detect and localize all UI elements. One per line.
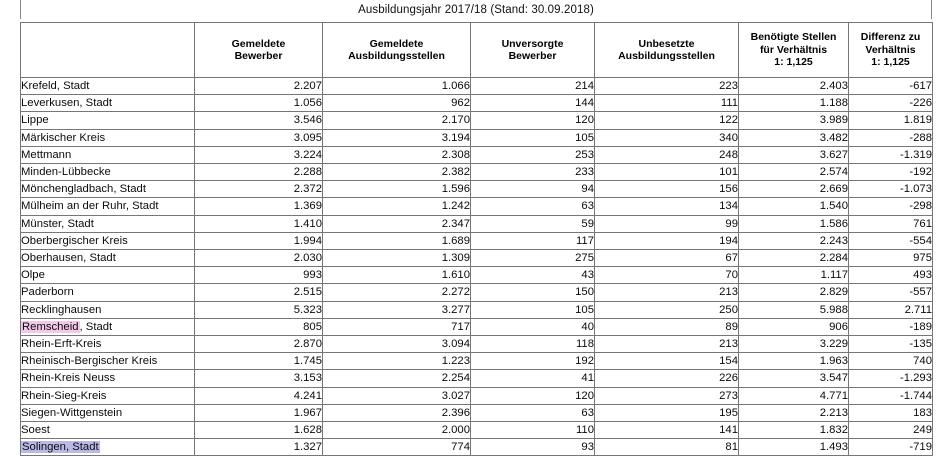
cell-unversorgte_bewerber: 253: [471, 146, 595, 163]
cell-gemeldete_ausbildungsstellen: 1.596: [323, 181, 471, 198]
cell-unbesetzte_ausbildungsstellen: 81: [595, 439, 739, 456]
cell-gemeldete_bewerber: 2.372: [195, 181, 323, 198]
cell-differenz: 761: [849, 215, 933, 232]
region-name-cell: [21, 370, 195, 387]
table-row[interactable]: [21, 404, 933, 421]
cell-gemeldete_ausbildungsstellen: 2.347: [323, 215, 471, 232]
cell-differenz: -719: [849, 439, 933, 456]
column-header-line-2: Bewerber: [234, 50, 283, 62]
cell-unversorgte_bewerber: 94: [471, 181, 595, 198]
cell-gemeldete_bewerber: 3.095: [195, 129, 323, 146]
cell-gemeldete_ausbildungsstellen: 1.309: [323, 250, 471, 267]
region-name-cell: [21, 78, 195, 95]
table-row[interactable]: [21, 146, 933, 163]
column-header-line-1: Gemeldete: [231, 37, 286, 50]
cell-gemeldete_bewerber: 1.056: [195, 95, 323, 112]
table-row[interactable]: [21, 336, 933, 353]
table-row[interactable]: [21, 387, 933, 404]
cell-gemeldete_ausbildungsstellen: 2.272: [323, 284, 471, 301]
column-header-unbesetzte-ausbildungsstellen: [595, 23, 739, 78]
cell-differenz: 249: [849, 422, 933, 439]
cell-gemeldete_ausbildungsstellen: 2.254: [323, 370, 471, 387]
cell-gemeldete_bewerber: 1.327: [195, 439, 323, 456]
region-name-cell: [21, 181, 195, 198]
cell-unversorgte_bewerber: 43: [471, 267, 595, 284]
region-name-highlight: Remscheid: [22, 320, 79, 333]
cell-benoetigte_stellen: 2.243: [739, 232, 849, 249]
cell-differenz: -617: [849, 78, 933, 95]
cell-differenz: -1.744: [849, 387, 933, 404]
header-row: [21, 23, 933, 78]
cell-differenz: -189: [849, 318, 933, 335]
cell-gemeldete_ausbildungsstellen: 774: [323, 439, 471, 456]
cell-benoetigte_stellen: 2.284: [739, 250, 849, 267]
cell-unversorgte_bewerber: 63: [471, 198, 595, 215]
region-name-cell: [21, 112, 195, 129]
column-header-line-1: Differenz zu: [860, 31, 921, 44]
region-name-cell: [21, 267, 195, 284]
column-header-line-2: Bewerber: [508, 50, 557, 62]
column-header-line-2: Ausbildungsstellen: [618, 50, 715, 62]
region-name-cell: [21, 215, 195, 232]
cell-unbesetzte_ausbildungsstellen: 213: [595, 336, 739, 353]
cell-differenz: -298: [849, 198, 933, 215]
table-row[interactable]: [21, 78, 933, 95]
cell-gemeldete_ausbildungsstellen: 962: [323, 95, 471, 112]
cell-gemeldete_ausbildungsstellen: 3.277: [323, 301, 471, 318]
column-header-line-2: Verhältnis: [865, 43, 916, 56]
table-row[interactable]: [21, 267, 933, 284]
column-header-line-3: 1: 1,125: [774, 56, 813, 69]
cell-unversorgte_bewerber: 63: [471, 404, 595, 421]
column-header-line-1: Unversorgte: [501, 37, 564, 50]
cell-benoetigte_stellen: 2.574: [739, 164, 849, 181]
cell-unbesetzte_ausbildungsstellen: 101: [595, 164, 739, 181]
region-name-label: Olpe: [21, 269, 45, 282]
region-name-cell: [21, 387, 195, 404]
cell-differenz: -1.319: [849, 146, 933, 163]
region-name-label: Minden-Lübbecke: [21, 166, 111, 179]
cell-differenz: -135: [849, 336, 933, 353]
table-row[interactable]: [21, 422, 933, 439]
cell-benoetigte_stellen: 1.963: [739, 353, 849, 370]
cell-gemeldete_ausbildungsstellen: 1.689: [323, 232, 471, 249]
cell-gemeldete_ausbildungsstellen: 1.610: [323, 267, 471, 284]
region-name-cell: [21, 129, 195, 146]
column-header-line-3: 1: 1,125: [871, 56, 910, 69]
cell-differenz: -554: [849, 232, 933, 249]
region-name-label: Oberhausen, Stadt: [21, 252, 116, 265]
cell-benoetigte_stellen: 3.547: [739, 370, 849, 387]
cell-differenz: 493: [849, 267, 933, 284]
cell-unversorgte_bewerber: 233: [471, 164, 595, 181]
table-row[interactable]: [21, 95, 933, 112]
cell-gemeldete_ausbildungsstellen: 2.308: [323, 146, 471, 163]
region-name-label: Soest: [21, 424, 50, 437]
cell-unversorgte_bewerber: 118: [471, 336, 595, 353]
page-title: Ausbildungsjahr 2017/18 (Stand: 30.09.2018): [358, 3, 594, 16]
cell-unversorgte_bewerber: 41: [471, 370, 595, 387]
cell-benoetigte_stellen: 1.493: [739, 439, 849, 456]
table-row[interactable]: [21, 112, 933, 129]
cell-gemeldete_ausbildungsstellen: 1.242: [323, 198, 471, 215]
cell-benoetigte_stellen: 2.213: [739, 404, 849, 421]
cell-gemeldete_bewerber: 3.153: [195, 370, 323, 387]
cell-gemeldete_bewerber: 2.207: [195, 78, 323, 95]
table-row[interactable]: [21, 215, 933, 232]
cell-gemeldete_ausbildungsstellen: 2.000: [323, 422, 471, 439]
region-name-label: Leverkusen, Stadt: [21, 97, 113, 110]
region-name-label: Mülheim an der Ruhr, Stadt: [21, 200, 159, 213]
cell-unversorgte_bewerber: 110: [471, 422, 595, 439]
cell-unbesetzte_ausbildungsstellen: 213: [595, 284, 739, 301]
cell-unversorgte_bewerber: 59: [471, 215, 595, 232]
region-name-cell: [21, 198, 195, 215]
cell-unbesetzte_ausbildungsstellen: 89: [595, 318, 739, 335]
cell-gemeldete_bewerber: 1.745: [195, 353, 323, 370]
table-row[interactable]: [21, 250, 933, 267]
region-name-cell: [21, 439, 195, 456]
cell-gemeldete_ausbildungsstellen: 1.223: [323, 353, 471, 370]
table-row[interactable]: [21, 164, 933, 181]
cell-gemeldete_bewerber: 1.369: [195, 198, 323, 215]
cell-unbesetzte_ausbildungsstellen: 226: [595, 370, 739, 387]
cell-gemeldete_ausbildungsstellen: 3.094: [323, 336, 471, 353]
column-header-differenz: [849, 23, 933, 78]
table-row[interactable]: [21, 439, 933, 456]
cell-unversorgte_bewerber: 105: [471, 301, 595, 318]
region-name-cell: [21, 250, 195, 267]
cell-benoetigte_stellen: 1.117: [739, 267, 849, 284]
table-row[interactable]: [21, 301, 933, 318]
cell-benoetigte_stellen: 5.988: [739, 301, 849, 318]
table-row[interactable]: [21, 181, 933, 198]
cell-gemeldete_bewerber: 1.967: [195, 404, 323, 421]
cell-gemeldete_bewerber: 2.515: [195, 284, 323, 301]
cell-gemeldete_bewerber: 3.224: [195, 146, 323, 163]
table-row[interactable]: [21, 284, 933, 301]
cell-unversorgte_bewerber: 275: [471, 250, 595, 267]
region-name-label: Münster, Stadt: [21, 217, 94, 230]
cell-gemeldete_ausbildungsstellen: 2.170: [323, 112, 471, 129]
cell-benoetigte_stellen: 3.627: [739, 146, 849, 163]
region-name-label: Oberbergischer Kreis: [21, 234, 128, 247]
table-row[interactable]: [21, 353, 933, 370]
cell-gemeldete_ausbildungsstellen: 2.396: [323, 404, 471, 421]
region-name-label: Krefeld, Stadt: [21, 80, 90, 92]
region-name-cell: [21, 164, 195, 181]
region-name-label: Lippe: [21, 114, 49, 127]
cell-unversorgte_bewerber: 40: [471, 318, 595, 335]
table-row[interactable]: [21, 318, 933, 335]
cell-gemeldete_bewerber: 5.323: [195, 301, 323, 318]
table-row[interactable]: [21, 232, 933, 249]
table-title-band: [20, 0, 932, 19]
column-header-unversorgte-bewerber: [471, 23, 595, 78]
cell-gemeldete_bewerber: 1.410: [195, 215, 323, 232]
region-name-label: Rhein-Erft-Kreis: [21, 338, 102, 351]
cell-gemeldete_bewerber: 2.870: [195, 336, 323, 353]
cell-benoetigte_stellen: 1.540: [739, 198, 849, 215]
cell-unversorgte_bewerber: 105: [471, 129, 595, 146]
cell-unversorgte_bewerber: 120: [471, 387, 595, 404]
cell-gemeldete_ausbildungsstellen: 3.194: [323, 129, 471, 146]
cell-unversorgte_bewerber: 117: [471, 232, 595, 249]
table-row[interactable]: [21, 370, 933, 387]
region-name-label: Rhein-Sieg-Kreis: [21, 389, 107, 402]
cell-differenz: -192: [849, 164, 933, 181]
region-name-label: Rheinisch-Bergischer Kreis: [21, 355, 158, 368]
cell-gemeldete_bewerber: 2.030: [195, 250, 323, 267]
table-header: [21, 23, 933, 78]
cell-gemeldete_bewerber: 4.241: [195, 387, 323, 404]
cell-gemeldete_ausbildungsstellen: 2.382: [323, 164, 471, 181]
region-name-cell: [21, 232, 195, 249]
cell-benoetigte_stellen: 1.188: [739, 95, 849, 112]
cell-gemeldete_bewerber: 993: [195, 267, 323, 284]
cell-benoetigte_stellen: 1.586: [739, 215, 849, 232]
column-header-gemeldete-ausbildungsstellen: [323, 23, 471, 78]
cell-unversorgte_bewerber: 120: [471, 112, 595, 129]
cell-benoetigte_stellen: 3.482: [739, 129, 849, 146]
cell-unversorgte_bewerber: 93: [471, 439, 595, 456]
column-header-gemeldete-bewerber: [195, 23, 323, 78]
cell-differenz: 2.711: [849, 301, 933, 318]
region-name-cell: [21, 301, 195, 318]
cell-differenz: -288: [849, 129, 933, 146]
cell-differenz: -1.073: [849, 181, 933, 198]
region-name-label: Märkischer Kreis: [21, 131, 106, 144]
cell-differenz: -226: [849, 95, 933, 112]
column-header-line-2: für Verhältnis: [759, 43, 828, 56]
cell-unbesetzte_ausbildungsstellen: 111: [595, 95, 739, 112]
region-name-cell: [21, 146, 195, 163]
table-row[interactable]: [21, 198, 933, 215]
column-header-benoetigte-stellen: [739, 23, 849, 78]
cell-unbesetzte_ausbildungsstellen: 248: [595, 146, 739, 163]
region-name-label: Mönchengladbach, Stadt: [21, 183, 146, 196]
column-header-line-1: Gemeldete: [369, 37, 424, 50]
cell-benoetigte_stellen: 2.669: [739, 181, 849, 198]
cell-unbesetzte_ausbildungsstellen: 340: [595, 129, 739, 146]
column-header-line-1: Benötigte Stellen: [750, 31, 837, 44]
cell-unbesetzte_ausbildungsstellen: 70: [595, 267, 739, 284]
cell-unbesetzte_ausbildungsstellen: 156: [595, 181, 739, 198]
cell-unbesetzte_ausbildungsstellen: 223: [595, 78, 739, 95]
column-header-line-1: Unbesetzte: [638, 37, 695, 50]
cell-gemeldete_bewerber: 3.546: [195, 112, 323, 129]
region-name-label: Recklinghausen: [21, 303, 102, 316]
region-name-cell: [21, 422, 195, 439]
region-name-highlight: Solingen, Stadt: [22, 441, 99, 454]
cell-unbesetzte_ausbildungsstellen: 99: [595, 215, 739, 232]
cell-gemeldete_ausbildungsstellen: 717: [323, 318, 471, 335]
cell-unbesetzte_ausbildungsstellen: 195: [595, 404, 739, 421]
region-name-label: Mettmann: [21, 148, 72, 161]
cell-gemeldete_ausbildungsstellen: 1.066: [323, 78, 471, 95]
cell-unbesetzte_ausbildungsstellen: 250: [595, 301, 739, 318]
cell-differenz: 740: [849, 353, 933, 370]
cell-unbesetzte_ausbildungsstellen: 134: [595, 198, 739, 215]
region-name-label: Rhein-Kreis Neuss: [21, 372, 116, 385]
cell-differenz: 183: [849, 404, 933, 421]
cell-unbesetzte_ausbildungsstellen: 154: [595, 353, 739, 370]
cell-unbesetzte_ausbildungsstellen: 194: [595, 232, 739, 249]
region-name-cell: [21, 318, 195, 335]
cell-unbesetzte_ausbildungsstellen: 67: [595, 250, 739, 267]
cell-benoetigte_stellen: 3.989: [739, 112, 849, 129]
region-name-cell: [21, 353, 195, 370]
table-body: [21, 78, 933, 456]
region-name-cell: [21, 95, 195, 112]
cell-gemeldete_bewerber: 1.628: [195, 422, 323, 439]
cell-benoetigte_stellen: 4.771: [739, 387, 849, 404]
cell-unversorgte_bewerber: 192: [471, 353, 595, 370]
cell-gemeldete_bewerber: 1.994: [195, 232, 323, 249]
cell-gemeldete_bewerber: 2.288: [195, 164, 323, 181]
cell-benoetigte_stellen: 906: [739, 318, 849, 335]
cell-differenz: 975: [849, 250, 933, 267]
cell-unbesetzte_ausbildungsstellen: 273: [595, 387, 739, 404]
cell-differenz: -1.293: [849, 370, 933, 387]
region-name-cell: [21, 336, 195, 353]
cell-unversorgte_bewerber: 214: [471, 78, 595, 95]
region-name-rest: , Stadt: [79, 320, 113, 333]
cell-unbesetzte_ausbildungsstellen: 141: [595, 422, 739, 439]
region-name-cell: [21, 284, 195, 301]
cell-unversorgte_bewerber: 144: [471, 95, 595, 112]
column-header-region: [21, 23, 195, 78]
cell-benoetigte_stellen: 1.832: [739, 422, 849, 439]
cell-unversorgte_bewerber: 150: [471, 284, 595, 301]
column-header-line-2: Ausbildungsstellen: [348, 50, 445, 62]
table-row[interactable]: [21, 129, 933, 146]
region-name-label: Paderborn: [21, 286, 74, 299]
region-name-cell: [21, 404, 195, 421]
cell-benoetigte_stellen: 3.229: [739, 336, 849, 353]
region-name-label: Siegen-Wittgenstein: [21, 406, 123, 419]
cell-unbesetzte_ausbildungsstellen: 122: [595, 112, 739, 129]
cell-differenz: 1.819: [849, 112, 933, 129]
cell-differenz: -557: [849, 284, 933, 301]
cell-benoetigte_stellen: 2.403: [739, 78, 849, 95]
cell-gemeldete_bewerber: 805: [195, 318, 323, 335]
statistics-table: [20, 22, 933, 456]
cell-gemeldete_ausbildungsstellen: 3.027: [323, 387, 471, 404]
cell-benoetigte_stellen: 2.829: [739, 284, 849, 301]
